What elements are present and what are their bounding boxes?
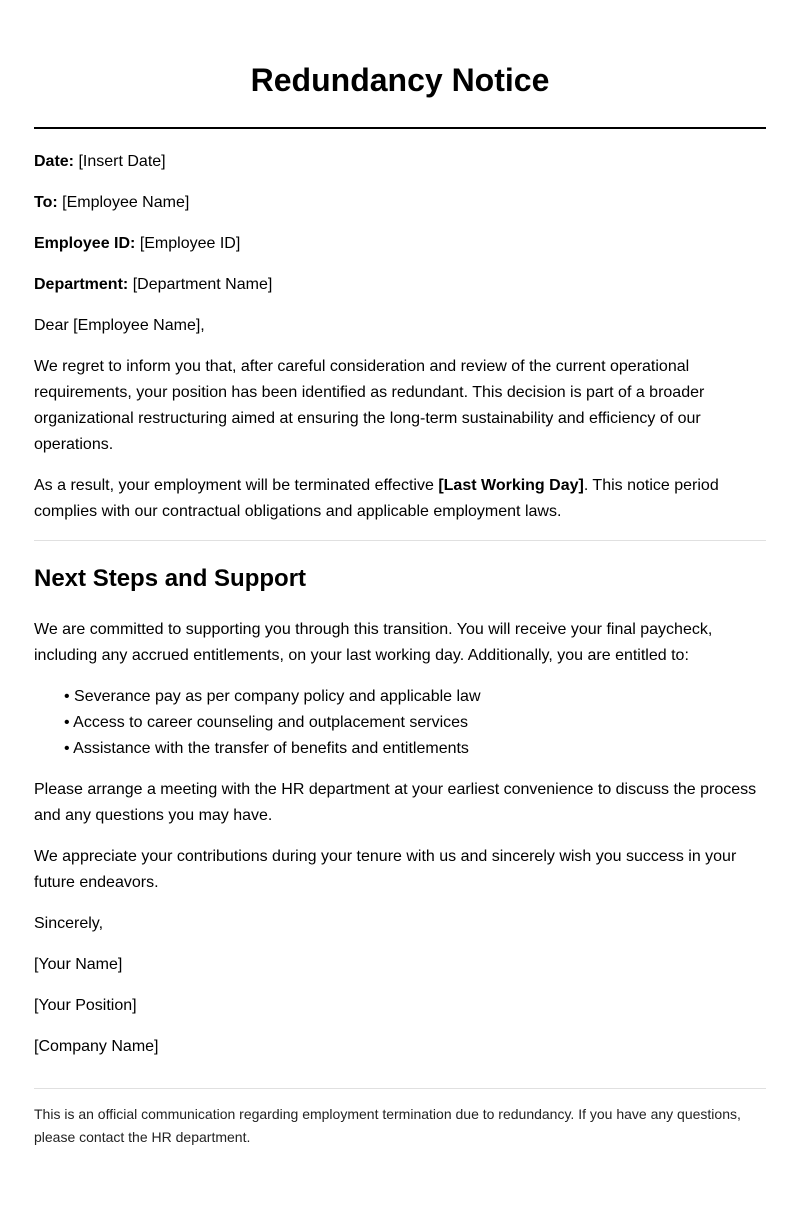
- department-label: Department:: [34, 276, 129, 293]
- termination-text-before: As a result, your employment will be terminated effective: [34, 477, 439, 494]
- paragraph-support: We are committed to supporting you through this transition. You will receive your final paycheck, including any accrued entitlements, on your last working day. Additionally, you are entitled to:: [34, 621, 713, 664]
- list-item: • Access to career counseling and outplacement services: [64, 714, 469, 731]
- termination-text-after: . This notice period complies with our contractual obligations and applicable employment laws.: [34, 477, 719, 520]
- section-divider: [34, 540, 766, 541]
- paragraph-meeting: Please arrange a meeting with the HR department at your earliest convenience to discuss the process and any questions you may have.: [34, 781, 757, 824]
- title-divider: [34, 127, 766, 129]
- document-page: [34, 0, 766, 1149]
- signature-position: [Your Position]: [34, 997, 137, 1014]
- employee-id-label: Employee ID:: [34, 235, 136, 252]
- department-value: [Department Name]: [132, 276, 273, 293]
- list-item: • Assistance with the transfer of benefits and entitlements: [64, 740, 469, 757]
- date-field: [34, 149, 766, 175]
- to-value: [Employee Name]: [62, 194, 190, 211]
- date-value: [Insert Date]: [78, 153, 166, 170]
- paragraph-appreciation: We appreciate your contributions during your tenure with us and sincerely wish you success in your future endeavors.: [34, 848, 737, 891]
- to-field: [34, 190, 766, 216]
- salutation: Dear [Employee Name],: [34, 317, 205, 334]
- last-working-day: [Last Working Day]: [438, 477, 584, 494]
- document-title: Redundancy Notice: [250, 62, 550, 98]
- paragraph-redundancy: We regret to inform you that, after careful consideration and review of the current operational requirements, your position has been identified as redundant. This decision is part of a broader organizational restructuring aimed at ensuring the long-term sustainability and efficiency of our operations.: [34, 358, 705, 453]
- closing: Sincerely,: [34, 915, 104, 932]
- entitlements-list: [34, 684, 766, 762]
- signature-company: [Company Name]: [34, 1038, 159, 1055]
- department-field: [34, 272, 766, 298]
- section-heading: Next Steps and Support: [34, 565, 307, 592]
- to-label: To:: [34, 194, 58, 211]
- paragraph-termination: [34, 473, 766, 525]
- footer-note: This is an official communication regarding employment termination due to redundancy. If you have any questions, please contact the HR department.: [34, 1106, 741, 1145]
- signature-name: [Your Name]: [34, 956, 123, 973]
- list-item: • Severance pay as per company policy and applicable law: [64, 688, 481, 705]
- employee-id-value: [Employee ID]: [139, 235, 241, 252]
- employee-id-field: [34, 231, 766, 257]
- footer-divider: [34, 1088, 766, 1089]
- date-label: Date:: [34, 153, 75, 170]
